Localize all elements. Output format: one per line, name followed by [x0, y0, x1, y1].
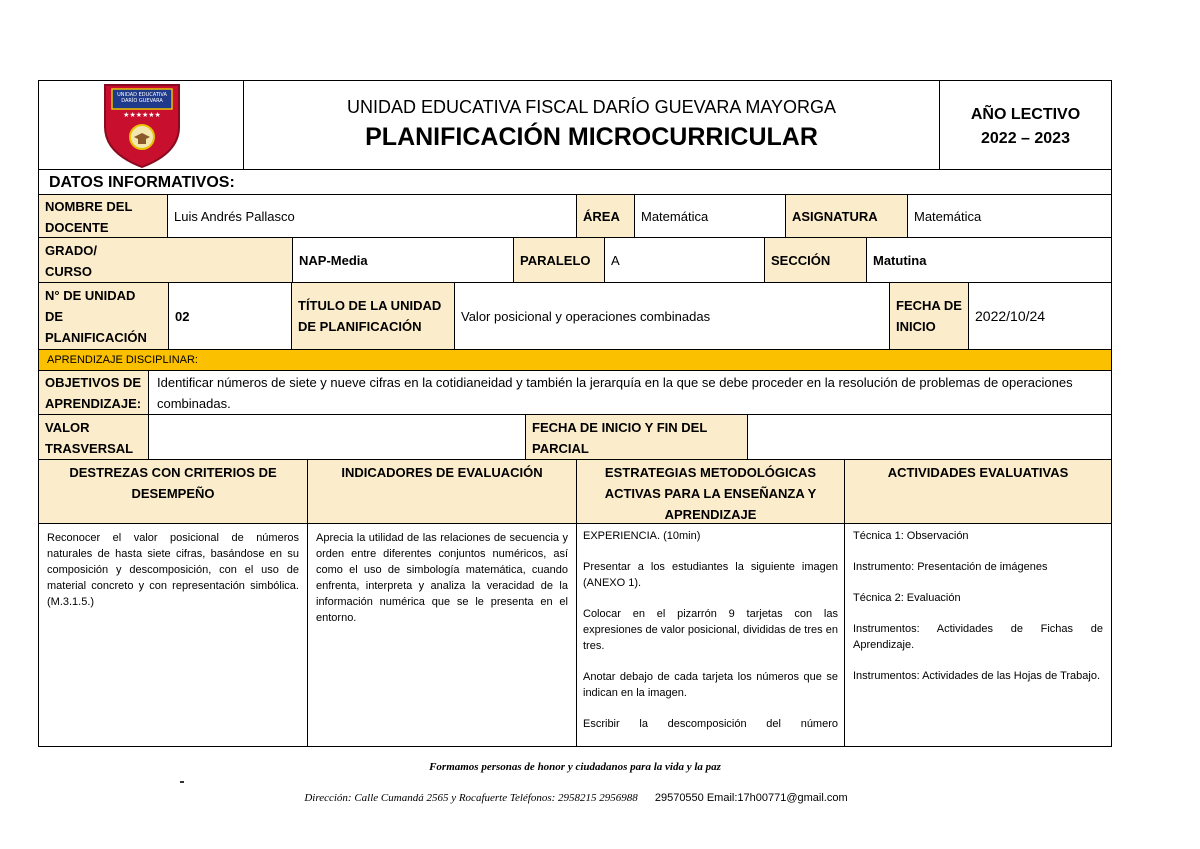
actividad-item: Técnica 1: Observación: [853, 530, 969, 542]
indicadores-text: Aprecia la utilidad de las relaciones de secuencia y orden entre diferentes conjuntos numéricos, así como el uso de simbología matemática, cuando enfrenta, interpreta y analiza la veracidad de la información numérica que se le presenta en el entorno.: [316, 532, 568, 624]
document-title: PLANIFICACIÓN MICROCURRICULAR: [365, 123, 818, 151]
actividad-item: Instrumento: Presentación de imágenes: [853, 561, 1048, 573]
actividad-item: Instrumentos: Actividades de las Hojas de Trabajo.: [853, 670, 1101, 682]
asignatura-label: ASIGNATURA: [792, 208, 878, 224]
unidad-label-cell: [38, 282, 169, 350]
objetivos-value: Identificar números de siete y nueve cifras en la cotidianeidad y también la jerarquía en la que se debe proceder en la resolución de problemas de operaciones combinadas.: [157, 375, 1073, 411]
estrategia-step: Escribir la descomposición del número: [583, 718, 838, 730]
datos-informativos-title: DATOS INFORMATIVOS:: [49, 174, 235, 191]
estrategia-step: Colocar en el pizarrón 9 tarjetas con las expresiones de valor posicional, divididas de tres en tres.: [583, 608, 838, 652]
paralelo-value-cell: [604, 237, 765, 283]
logo-cell: [38, 80, 244, 170]
unidad-value: 02: [175, 308, 190, 324]
destrezas-text: Reconocer el valor posicional de números naturales de hasta siete cifras, basándose en su composición y descomposición, con el uso de material concreto y con representación simbólica. (M.3.1.5.): [47, 532, 299, 608]
docente-value-cell: [167, 194, 577, 238]
aprendizaje-label: APRENDIZAJE DISCIPLINAR:: [47, 354, 198, 366]
destrezas-header-cell: [38, 459, 308, 524]
docente-label: NOMBRE DEL DOCENTE: [45, 199, 133, 235]
parcial-label: FECHA DE INICIO Y FIN DEL PARCIAL: [532, 420, 708, 456]
actividad-item: Técnica 2: Evaluación: [853, 592, 961, 604]
indicadores-header: INDICADORES DE EVALUACIÓN: [341, 465, 543, 480]
unidad-label: N° DE UNIDAD DE PLANIFICACIÓN: [45, 288, 147, 345]
actividades-header: ACTIVIDADES EVALUATIVAS: [887, 465, 1069, 480]
paralelo-label-cell: [513, 237, 605, 283]
footer-address: [0, 791, 1152, 805]
actividad-item: Instrumentos: Actividades de Fichas de Aprendizaje.: [853, 623, 1103, 651]
unidad-value-cell: [168, 282, 292, 350]
actividades-header-cell: [844, 459, 1112, 524]
objetivos-value-cell: [148, 370, 1112, 415]
objetivos-label: OBJETIVOS DE APRENDIZAJE:: [45, 375, 142, 411]
svg-text:DARÍO GUEVARA: DARÍO GUEVARA: [121, 98, 163, 104]
estrategias-header: ESTRATEGIAS METODOLÓGICAS ACTIVAS PARA LA ENSEÑANZA Y APRENDIZAJE: [604, 465, 817, 522]
academic-year-value: 2022 – 2023: [981, 130, 1070, 147]
fecha-label-cell: [889, 282, 969, 350]
academic-year-label: AÑO LECTIVO: [970, 106, 1081, 123]
academic-year-cell: [939, 80, 1112, 170]
titulo-value-cell: [454, 282, 890, 350]
seccion-label-cell: [764, 237, 867, 283]
area-value: Matemática: [641, 208, 709, 224]
parcial-value-cell: [747, 414, 1112, 460]
destrezas-header: DESTREZAS CON CRITERIOS DE DESEMPEÑO: [69, 465, 277, 501]
estrategias-header-cell: [576, 459, 845, 524]
fecha-value: 2022/10/24: [975, 307, 1046, 324]
school-name: UNIDAD EDUCATIVA FISCAL DARÍO GUEVARA MAYORGA: [346, 97, 837, 117]
valor-label: VALOR TRASVERSAL: [45, 420, 134, 456]
titulo-value: Valor posicional y operaciones combinadas: [461, 308, 711, 324]
grado-value: NAP-Media: [299, 252, 368, 268]
paralelo-value: A: [611, 252, 620, 268]
fecha-label: FECHA DE INICIO: [896, 298, 962, 334]
indicadores-body-cell: [307, 523, 577, 747]
svg-text:★★★★★★: ★★★★★★: [123, 111, 161, 119]
footer-mark: [180, 781, 184, 783]
footer-contact-text: 29570550 Email:17h00771@gmail.com: [654, 792, 848, 804]
estrategias-body-cell: [576, 523, 845, 747]
titulo-label: TÍTULO DE LA UNIDAD DE PLANIFICACIÓN: [298, 298, 442, 334]
aprendizaje-band: [38, 349, 1112, 371]
seccion-value: Matutina: [873, 252, 927, 268]
area-label: ÁREA: [583, 208, 620, 224]
valor-label-cell: [38, 414, 149, 460]
school-crest-icon: [99, 81, 185, 169]
docente-value: Luis Andrés Pallasco: [174, 208, 295, 224]
datos-informativos-title-cell: [38, 169, 1112, 195]
asignatura-value-cell: [907, 194, 1112, 238]
area-label-cell: [576, 194, 635, 238]
estrategia-step: EXPERIENCIA. (10min): [583, 530, 701, 542]
estrategia-step: Presentar a los estudiantes la siguiente imagen (ANEXO 1).: [583, 561, 838, 589]
grado-label: GRADO/ CURSO: [45, 243, 97, 279]
asignatura-label-cell: [785, 194, 908, 238]
parcial-label-cell: [525, 414, 748, 460]
grado-label-cell: [38, 237, 293, 283]
fecha-value-cell: [968, 282, 1112, 350]
titulo-label-cell: [291, 282, 455, 350]
objetivos-label-cell: [38, 370, 149, 415]
paralelo-label: PARALELO: [520, 252, 591, 268]
table-bottom-rule: [38, 746, 1112, 747]
asignatura-value: Matemática: [914, 208, 982, 224]
docente-label-cell: [38, 194, 168, 238]
destrezas-body-cell: [38, 523, 308, 747]
grado-value-cell: [292, 237, 514, 283]
actividades-body-cell: [844, 523, 1112, 747]
seccion-label: SECCIÓN: [771, 252, 831, 268]
footer-address-text: Dirección: Calle Cumandá 2565 y Rocafuerte Teléfonos: 2958215 2956988: [304, 792, 638, 804]
indicadores-header-cell: [307, 459, 577, 524]
seccion-value-cell: [866, 237, 1112, 283]
footer-motto: Formamos personas de honor y ciudadanos para la vida y la paz: [429, 761, 721, 773]
school-header-cell: [243, 80, 940, 170]
valor-value-cell: [148, 414, 526, 460]
svg-text:UNIDAD EDUCATIVA: UNIDAD EDUCATIVA: [117, 92, 167, 98]
area-value-cell: [634, 194, 786, 238]
estrategia-step: Anotar debajo de cada tarjeta los números que se indican en la imagen.: [583, 671, 838, 699]
